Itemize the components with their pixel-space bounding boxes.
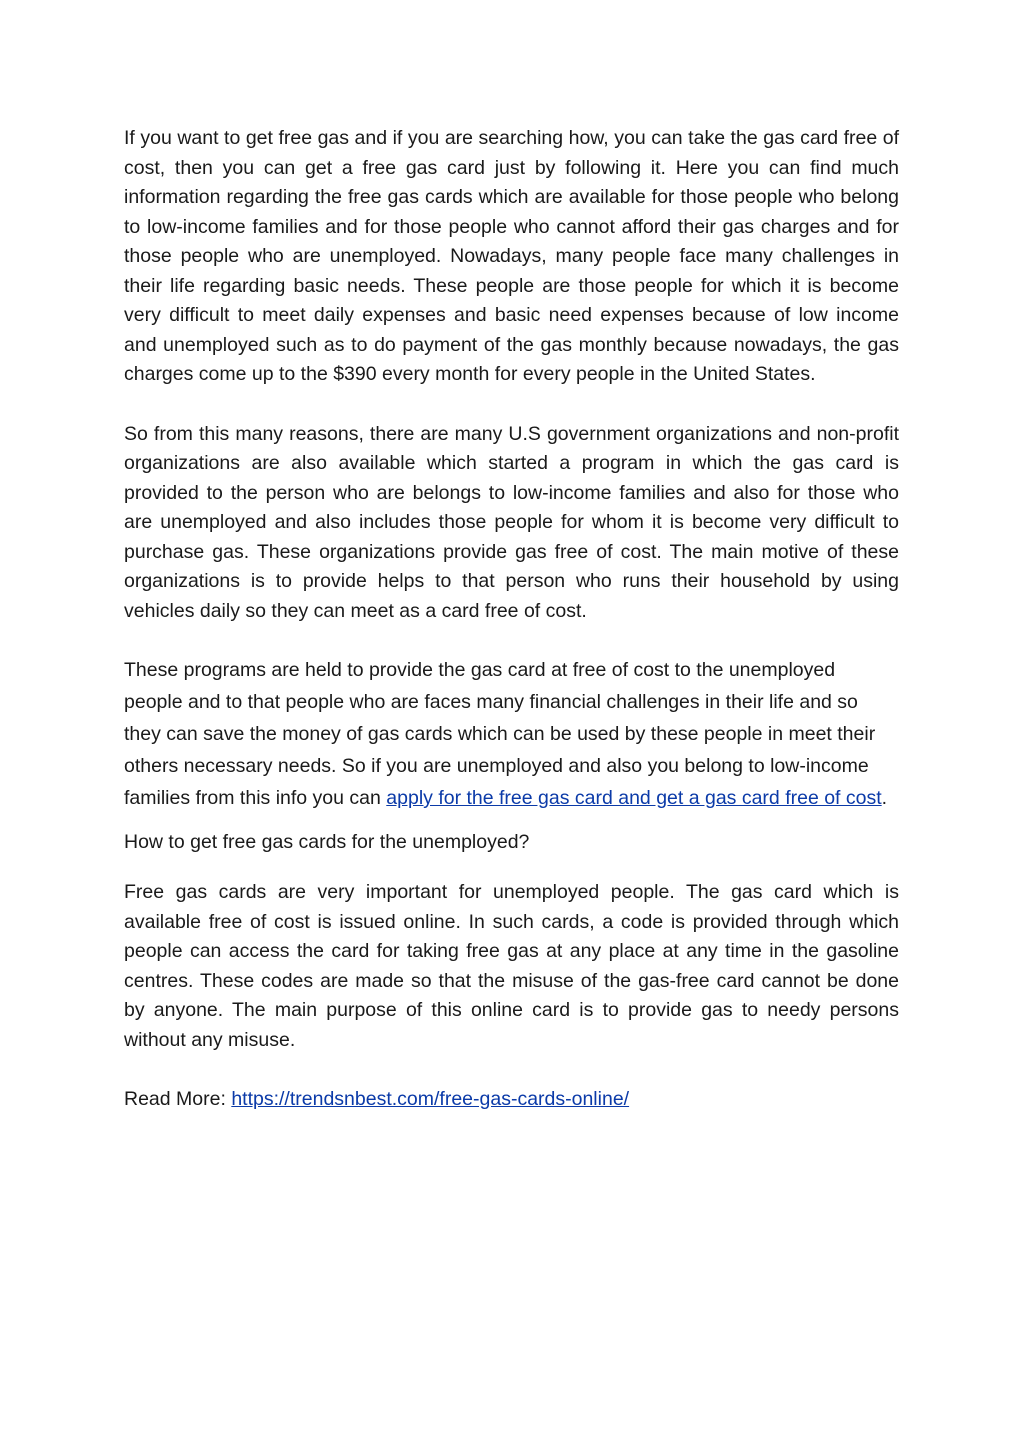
read-more-label: Read More: (124, 1088, 232, 1110)
paragraph-intro: If you want to get free gas and if you are searching how, you can take the gas card free of cost, then you can get a free gas card just by following it. Here you can find much information regarding the free gas cards which are available for those people who belong to low-income families and for those people who cannot afford their gas charges and for those people who are unemployed. Nowadays, many people face many challenges in their life regarding basic needs. These people are those people for which it is become very difficult to meet daily expenses and basic need expenses because of low income and unemployed such as to do payment of the gas monthly because nowadays, the gas charges come up to the $390 every month for every people in the United States. (124, 127, 899, 385)
read-more-link[interactable]: https://trendsnbest.com/free-gas-cards-online/ (231, 1088, 630, 1110)
section-heading: How to get free gas cards for the unemployed? (124, 831, 530, 853)
paragraph-programs-period: . (881, 787, 888, 809)
paragraph-organizations: So from this many reasons, there are many U.S government organizations and non-profit organizations are also available which started a program in which the gas card is provided to the person who are belongs to low-income families and also for those who are unemployed and also includes those people for whom it is become very difficult to purchase gas. These organizations provide gas free of cost. The main motive of these organizations is to provide helps to that person who runs their household by using vehicles daily so they can meet as a card free of cost. (124, 422, 899, 622)
apply-gas-card-link[interactable]: apply for the free gas card and get a gas card free of cost (386, 787, 882, 809)
read-more-line (124, 1085, 899, 1115)
document-body (124, 124, 899, 1115)
paragraph-programs (124, 654, 899, 814)
paragraph-free-gas-cards: Free gas cards are very important for unemployed people. The gas card which is available free of cost is issued online. In such cards, a code is provided through which people can access the card for taking free gas at any place at any time in the gasoline centres. These codes are made so that the misuse of the gas-free card cannot be done by anyone. The main purpose of this online card is to provide gas to needy persons without any misuse. (124, 881, 899, 1051)
paragraph-programs-text: These programs are held to provide the gas card at free of cost to the unemployed people and to that people who are faces many financial challenges in their life and so they can save the money of gas cards which can be used by these people in meet their others necessary needs. So if you are unemployed and also you belong to low-income families from this info you can (124, 659, 876, 809)
